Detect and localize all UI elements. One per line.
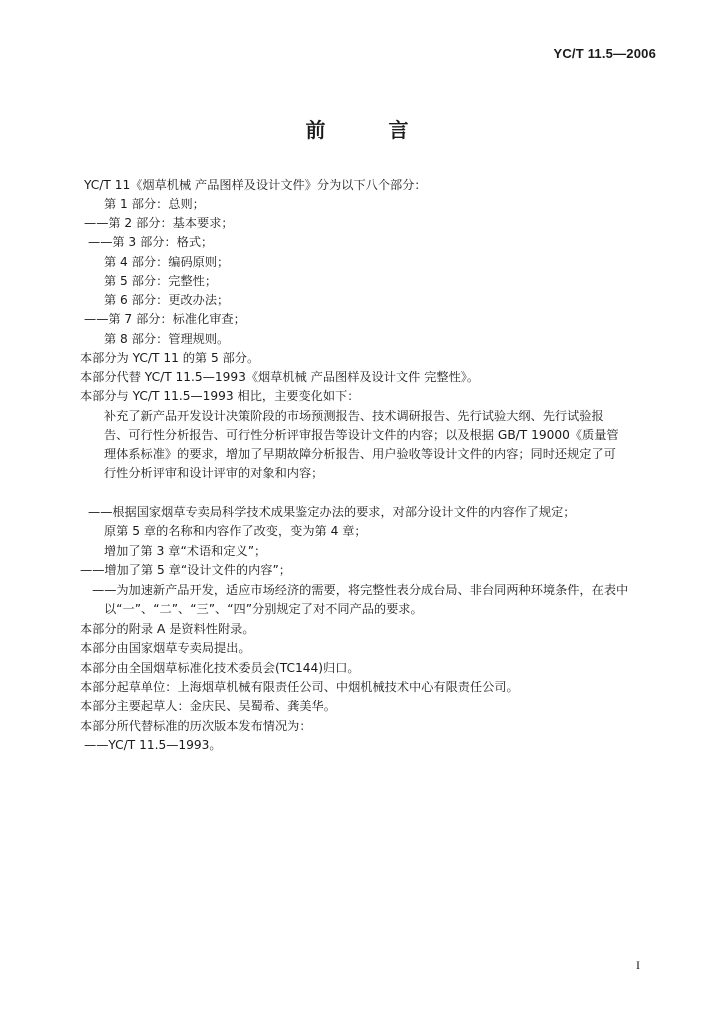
page-number: I (636, 958, 640, 972)
text-line: 本部分起草单位：上海烟草机械有限责任公司、中烟机械技术中心有限责任公司。 (80, 680, 519, 694)
text-line: 本部分与 YC/T 11.5—1993 相比，主要变化如下： (80, 389, 360, 403)
text-line: ——YC/T 11.5—1993。 (84, 738, 222, 752)
text-line: 告、可行性分析报告、可行性分析评审报告等设计文件的内容；以及根据 GB/T 19000《质量管 (104, 428, 619, 442)
text-line: 补充了新产品开发设计决策阶段的市场预测报告、技术调研报告、先行试验大纲、先行试验报 (104, 409, 604, 423)
text-line: ——为加速新产品开发，适应市场经济的需要，将完整性表分成台局、非台同两种环境条件，在表中 (92, 583, 629, 597)
text-line: 第 4 部分：编码原则； (104, 255, 230, 269)
text-line: 行性分析评审和设计评审的对象和内容； (104, 466, 324, 480)
text-line: 第 1 部分：总则； (104, 197, 205, 211)
text-line: 第 6 部分：更改办法； (104, 293, 230, 307)
text-line: ——根据国家烟草专卖局科学技术成果鉴定办法的要求，对部分设计文件的内容作了规定； (88, 505, 576, 519)
page-title: 前 言 (305, 118, 437, 142)
text-line: 本部分由全国烟草标准化技术委员会(TC144)归口。 (80, 661, 360, 675)
text-line: 理体系标准》的要求，增加了早期故障分析报告、用户验收等设计文件的内容；同时还规定了可 (104, 447, 616, 461)
text-line: ——第 7 部分：标准化审查； (84, 312, 246, 326)
text-line: 本部分的附录 A 是资料性附录。 (80, 622, 255, 636)
text-line: 本部分主要起草人：金庆民、吴蜀希、龚美华。 (80, 699, 336, 713)
text-line: ——第 2 部分：基本要求； (84, 216, 234, 230)
text-line: 以“一”、“二”、“三”、“四”分别规定了对不同产品的要求。 (104, 602, 423, 616)
text-line: 增加了第 3 章“术语和定义”； (104, 544, 267, 558)
text-line: 第 5 部分：完整性； (104, 274, 218, 288)
text-line: 本部分为 YC/T 11 的第 5 部分。 (80, 351, 260, 365)
text-line: 第 8 部分：管理规则。 (104, 332, 230, 346)
text-line: ——增加了第 5 章“设计文件的内容”； (80, 563, 291, 577)
text-line: 本部分代替 YC/T 11.5—1993《烟草机械 产品图样及设计文件 完整性》。 (80, 370, 480, 384)
text-line: ——第 3 部分：格式； (88, 235, 214, 249)
text-line: 本部分所代替标准的历次版本发布情况为： (80, 719, 312, 733)
standard-code: YC/T 11.5—2006 (553, 46, 656, 61)
text-line: YC/T 11《烟草机械 产品图样及设计文件》分为以下八个部分： (84, 178, 427, 192)
text-line: 本部分由国家烟草专卖局提出。 (80, 641, 251, 655)
text-line: 原第 5 章的名称和内容作了改变，变为第 4 章； (104, 524, 367, 538)
